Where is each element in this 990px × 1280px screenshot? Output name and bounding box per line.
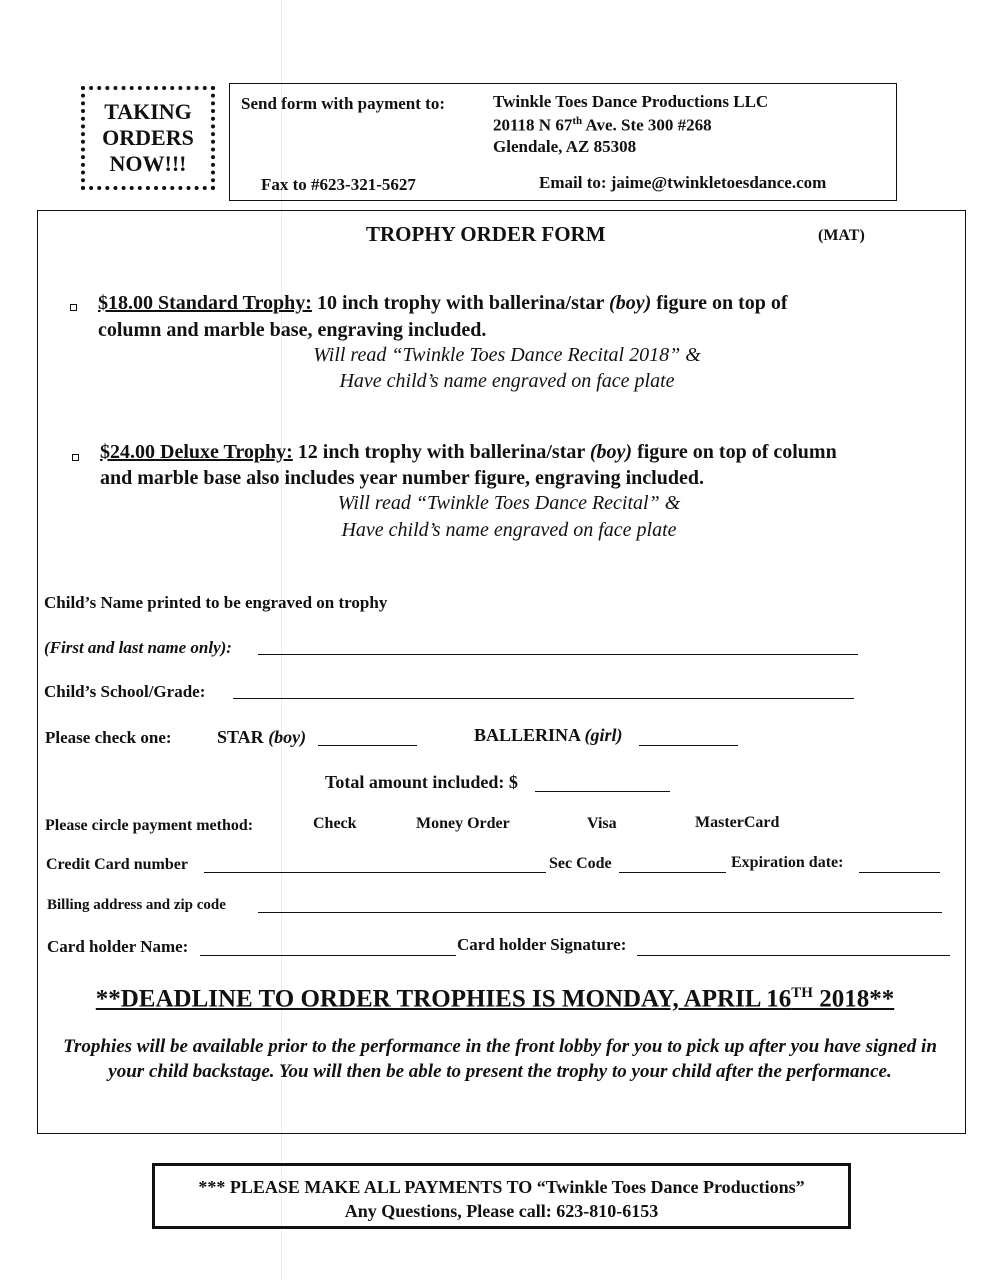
card-holder-name-input-line[interactable] <box>200 955 456 956</box>
sec-code-input-line[interactable] <box>619 872 726 873</box>
credit-card-number-input-line[interactable] <box>204 872 546 873</box>
payment-method-label: Please circle payment method: <box>45 817 254 834</box>
check-one-label: Please check one: <box>45 728 172 747</box>
payment-method-mastercard[interactable]: MasterCard <box>695 814 780 831</box>
deluxe-trophy-checkbox[interactable] <box>72 454 79 461</box>
payment-method-check[interactable]: Check <box>313 815 357 832</box>
deluxe-trophy-price: $24.00 Deluxe Trophy: <box>100 441 293 463</box>
school-grade-input-line[interactable] <box>233 698 854 699</box>
payment-method-money-order[interactable]: Money Order <box>416 815 510 832</box>
billing-address-label: Billing address and zip code <box>47 897 226 913</box>
school-grade-label: Child’s School/Grade: <box>44 682 206 701</box>
company-address-line-2: Glendale, AZ 85308 <box>493 137 637 156</box>
deluxe-trophy-description-line-2: and marble base also includes year number figure, engraving included. <box>100 467 704 489</box>
taking-orders-line-1: TAKING <box>104 99 192 124</box>
standard-trophy-checkbox[interactable] <box>70 304 77 311</box>
credit-card-number-label: Credit Card number <box>46 856 188 873</box>
company-address-line-1: 20118 N 67th Ave. Ste 300 #268 <box>493 115 712 135</box>
child-name-input-line[interactable] <box>258 654 858 655</box>
card-holder-name-label: Card holder Name: <box>47 937 189 956</box>
deluxe-trophy-engraving-text: Will read “Twinkle Toes Dance Recital” & <box>337 492 681 514</box>
billing-address-input-line[interactable] <box>258 912 942 913</box>
standard-trophy-face-plate-text: Have child’s name engraved on face plate <box>339 370 675 392</box>
standard-trophy-description-line-1: $18.00 Standard Trophy: 10 inch trophy with ballerina/star (boy) figure on top of <box>98 292 788 314</box>
card-holder-signature-input-line[interactable] <box>637 955 950 956</box>
deadline-banner: **DEADLINE TO ORDER TROPHIES IS MONDAY, APRIL 16TH 2018** <box>95 985 895 1013</box>
pickup-note: Trophies will be available prior to the performance in the front lobby for you to pick up after you have signed in your child backstage. You will then be able to present the trophy to your child after the performance. <box>63 1036 937 1082</box>
deluxe-trophy-description-line-1: $24.00 Deluxe Trophy: 12 inch trophy with ballerina/star (boy) figure on top of column <box>100 441 837 463</box>
deluxe-trophy-face-plate-text: Have child’s name engraved on face plate <box>341 519 677 541</box>
company-name: Twinkle Toes Dance Productions LLC <box>493 92 769 111</box>
payments-payee-line: *** PLEASE MAKE ALL PAYMENTS TO “Twinkle Toes Dance Productions” <box>198 1177 805 1197</box>
taking-orders-line-2: ORDERS <box>102 125 194 150</box>
star-boy-label: STAR (boy) <box>217 727 307 747</box>
sec-code-label: Sec Code <box>549 855 612 872</box>
email-address: Email to: jaime@twinkletoesdance.com <box>539 173 827 192</box>
child-name-heading: Child’s Name printed to be engraved on trophy <box>44 593 388 612</box>
form-title: TROPHY ORDER FORM <box>366 222 606 246</box>
taking-orders-line-3: NOW!!! <box>109 151 187 176</box>
ballerina-girl-label: BALLERINA (girl) <box>474 725 623 745</box>
form-code: (MAT) <box>818 227 865 244</box>
total-amount-label: Total amount included: $ <box>325 772 518 792</box>
fax-number: Fax to #623-321-5627 <box>261 175 416 194</box>
standard-trophy-engraving-text: Will read “Twinkle Toes Dance Recital 2018” & <box>313 344 701 366</box>
expiration-date-input-line[interactable] <box>859 872 940 873</box>
questions-phone-line: Any Questions, Please call: 623-810-6153 <box>344 1201 659 1221</box>
standard-trophy-description-line-2: column and marble base, engraving included. <box>98 319 487 341</box>
standard-trophy-price: $18.00 Standard Trophy: <box>98 292 312 314</box>
first-last-name-label: (First and last name only): <box>44 638 232 657</box>
payments-notice-box <box>152 1163 851 1229</box>
send-form-label: Send form with payment to: <box>241 94 445 113</box>
taking-orders-badge <box>81 86 215 190</box>
total-amount-input-line[interactable] <box>535 791 670 792</box>
expiration-date-label: Expiration date: <box>731 854 844 871</box>
card-holder-signature-label: Card holder Signature: <box>457 935 627 954</box>
ballerina-girl-input-line[interactable] <box>639 745 738 746</box>
star-boy-input-line[interactable] <box>318 745 417 746</box>
payment-method-visa[interactable]: Visa <box>587 815 617 832</box>
